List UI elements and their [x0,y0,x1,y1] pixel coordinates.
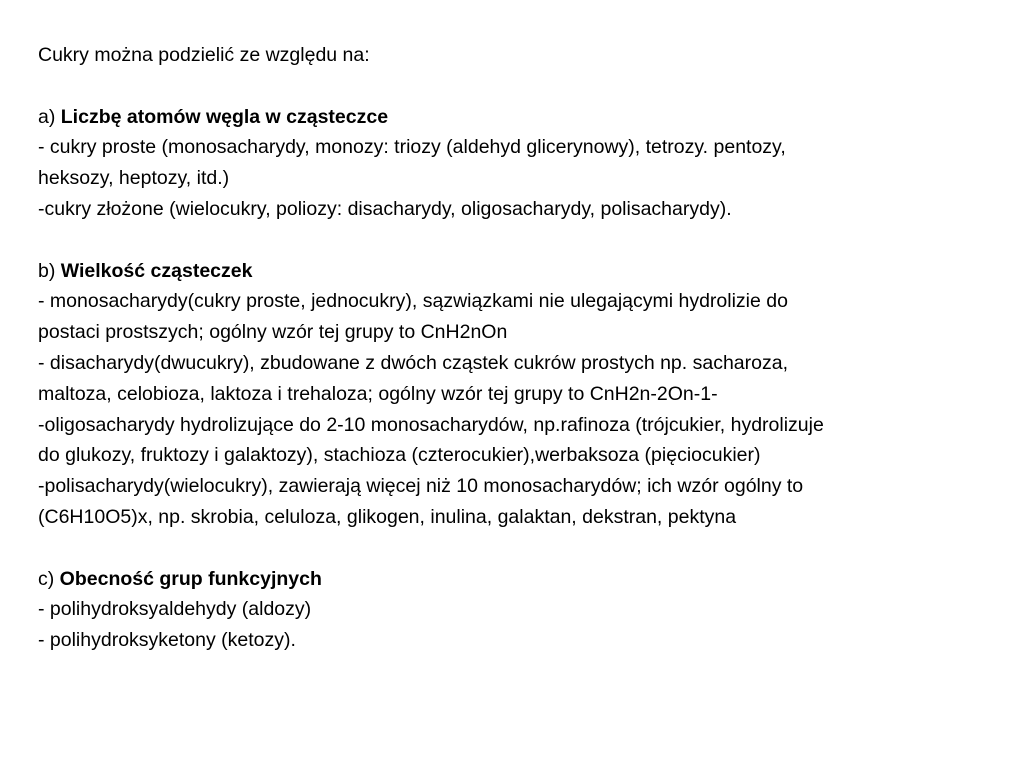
section-b-line: postaci prostszych; ogólny wzór tej grupy to CnH2nOn [38,321,508,344]
section-b-line: (C6H10O5)x, np. skrobia, celuloza, glikogen, inulina, galaktan, dekstran, pektyna [38,505,737,528]
section-b-prefix: b) [38,259,56,282]
section-b-line: do glukozy, fruktozy i galaktozy), stachioza (czterocukier),werbaksoza (pięciocukier) [38,444,761,467]
section-a-line: -cukry złożone (wielocukry, poliozy: disacharydy, oligosacharydy, polisacharydy). [38,197,732,220]
spacer [38,533,998,564]
section-c-title: Obecność grup funkcyjnych [59,567,322,590]
section-b-title: Wielkość cząsteczek [60,259,253,282]
section-b-line: - monosacharydy(cukry proste, jednocukry), sązwiązkami nie ulegającymi hydrolizie do [38,290,788,313]
section-b-line: maltoza, celobioza, laktoza i trehaloza; ogólny wzór tej grupy to CnH2n-2On-1- [38,382,718,405]
section-b-line: -polisacharydy(wielocukry), zawierają więcej niż 10 monosacharydów; ich wzór ogólny to [38,475,804,498]
section-c-line: - polihydroksyaldehydy (aldozy) [38,598,312,621]
section-a-title: Liczbę atomów węgla w cząsteczce [60,105,389,128]
section-b-line: - disacharydy(dwucukry), zbudowane z dwóch cząstek cukrów prostych np. sacharoza, [38,351,788,374]
section-a-line: heksozy, heptozy, itd.) [38,167,230,190]
section-b-line: -oligosacharydy hydrolizujące do 2-10 monosacharydów, np.rafinoza (trójcukier, hydrolizuje [38,413,824,436]
section-c-line: - polihydroksyketony (ketozy). [38,629,296,652]
section-c-prefix: c) [38,567,55,590]
section-c-heading [38,564,998,595]
section-a-heading [38,102,998,133]
section-a-prefix: a) [38,105,56,128]
spacer [38,225,998,256]
section-a-line: - cukry proste (monosacharydy, monozy: triozy (aldehyd glicerynowy), tetrozy. pentozy, [38,136,786,159]
slide-content [38,40,998,656]
intro-text: Cukry można podzielić ze względu na: [38,44,370,66]
section-b-heading [38,256,998,287]
spacer [38,71,998,102]
